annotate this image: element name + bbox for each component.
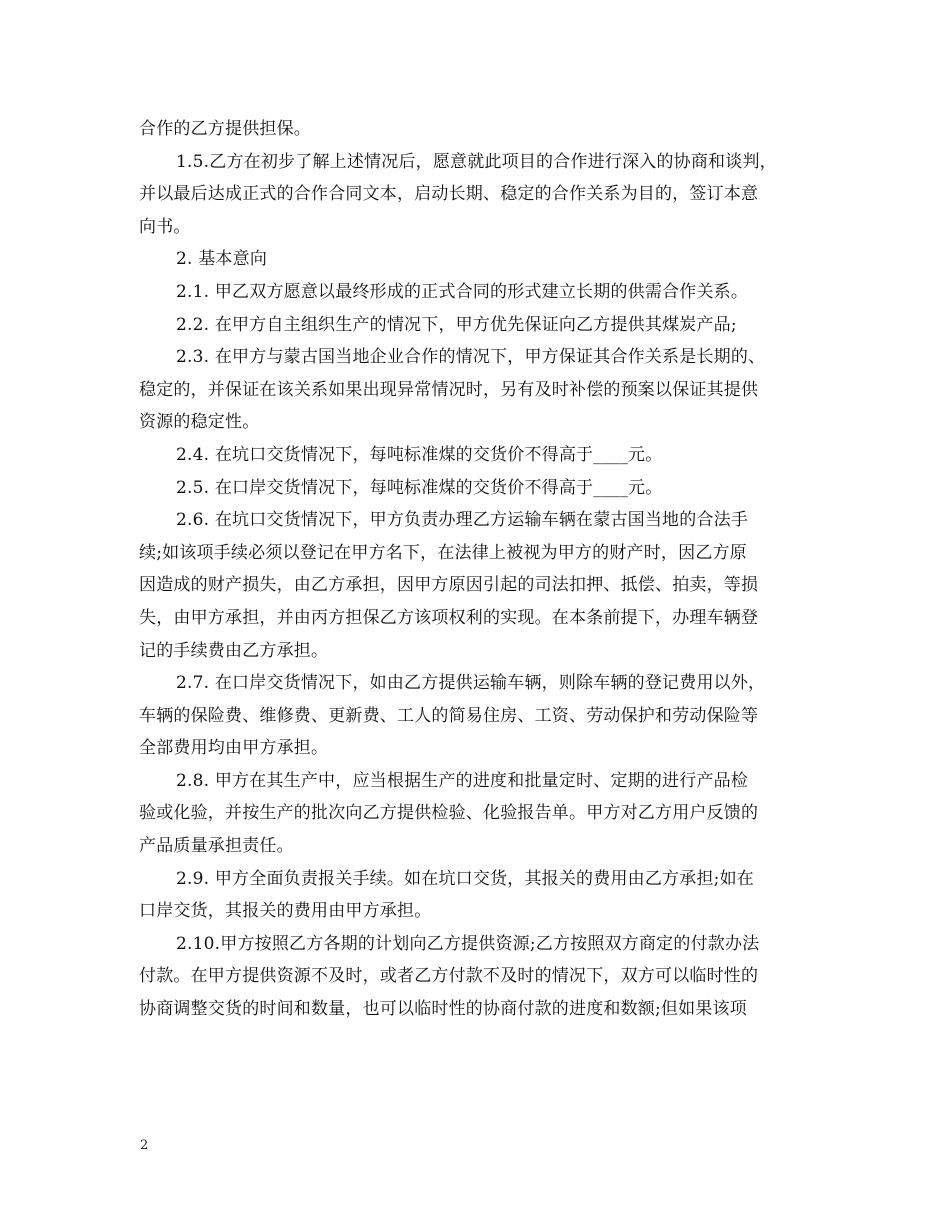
text-line: 付款。在甲方提供资源不及时，或者乙方付款不及时的情况下，双方可以临时性的 [139, 966, 759, 987]
document-body [139, 113, 819, 1026]
text-line: 向书。 [139, 216, 191, 237]
text-line: 全部费用均由甲方承担。 [139, 738, 329, 759]
text-line: 2.6. 在坑口交货情况下，甲方负责办理乙方运输车辆在蒙古国当地的合法手 [176, 510, 749, 531]
page-number: 2 [140, 1138, 149, 1153]
text-line: 并以最后达成正式的合作合同文本，启动长期、稳定的合作关系为目的，签订本意 [139, 184, 759, 205]
text-line: 口岸交货，其报关的费用由甲方承担。 [139, 901, 432, 922]
text-line: 协商调整交货的时间和数量，也可以临时性的协商付款的进度和数额;但如果该项 [139, 999, 747, 1020]
text-line: 车辆的保险费、维修费、更新费、工人的简易住房、工资、劳动保护和劳动保险等 [139, 705, 759, 726]
text-line: 2.7. 在口岸交货情况下，如由乙方提供运输车辆，则除车辆的登记费用以外， [176, 673, 766, 694]
text-line: 资源的稳定性。 [139, 412, 260, 433]
text-line: 验或化验，并按生产的批次向乙方提供检验、化验报告单。甲方对乙方用户反馈的 [139, 803, 759, 824]
text-line: 2.3. 在甲方与蒙古国当地企业合作的情况下，甲方保证其合作关系是长期的、 [176, 347, 766, 368]
text-line: 因造成的财产损失，由乙方承担，因甲方原因引起的司法扣押、抵偿、拍卖，等损 [139, 575, 759, 596]
text-line: 2.4. 在坑口交货情况下，每吨标准煤的交货价不得高于____元。 [176, 444, 663, 465]
text-line: 2.1. 甲乙双方愿意以最终形成的正式合同的形式建立长期的供需合作关系。 [176, 281, 749, 302]
text-line: 2.10.甲方按照乙方各期的计划向乙方提供资源;乙方按照双方商定的付款办法 [176, 933, 760, 954]
text-line: 2.5. 在口岸交货情况下，每吨标准煤的交货价不得高于____元。 [176, 477, 663, 498]
text-line: 失，由甲方承担，并由丙方担保乙方该项权利的实现。在本条前提下，办理车辆登 [139, 607, 759, 628]
text-line: 2.8. 甲方在其生产中，应当根据生产的进度和批量定时、定期的进行产品检 [176, 770, 749, 791]
text-line: 合作的乙方提供担保。 [139, 119, 311, 139]
text-line: 续;如该项手续必须以登记在甲方名下，在法律上被视为甲方的财产时，因乙方原 [139, 542, 747, 563]
text-line: 2.9. 甲方全面负责报关手续。如在坑口交货，其报关的费用由乙方承担;如在 [176, 868, 754, 889]
text-line: 记的手续费由乙方承担。 [139, 640, 329, 661]
text-line: 稳定的，并保证在该关系如果出现异常情况时，另有及时补偿的预案以保证其提供 [139, 379, 759, 400]
text-line: 1.5.乙方在初步了解上述情况后，愿意就此项目的合作进行深入的协商和谈判， [176, 151, 777, 172]
text-line: 产品质量承担责任。 [139, 836, 294, 857]
text-line: 2.2. 在甲方自主组织生产的情况下，甲方优先保证向乙方提供其煤炭产品; [176, 314, 737, 335]
text-line: 2. 基本意向 [176, 249, 268, 270]
